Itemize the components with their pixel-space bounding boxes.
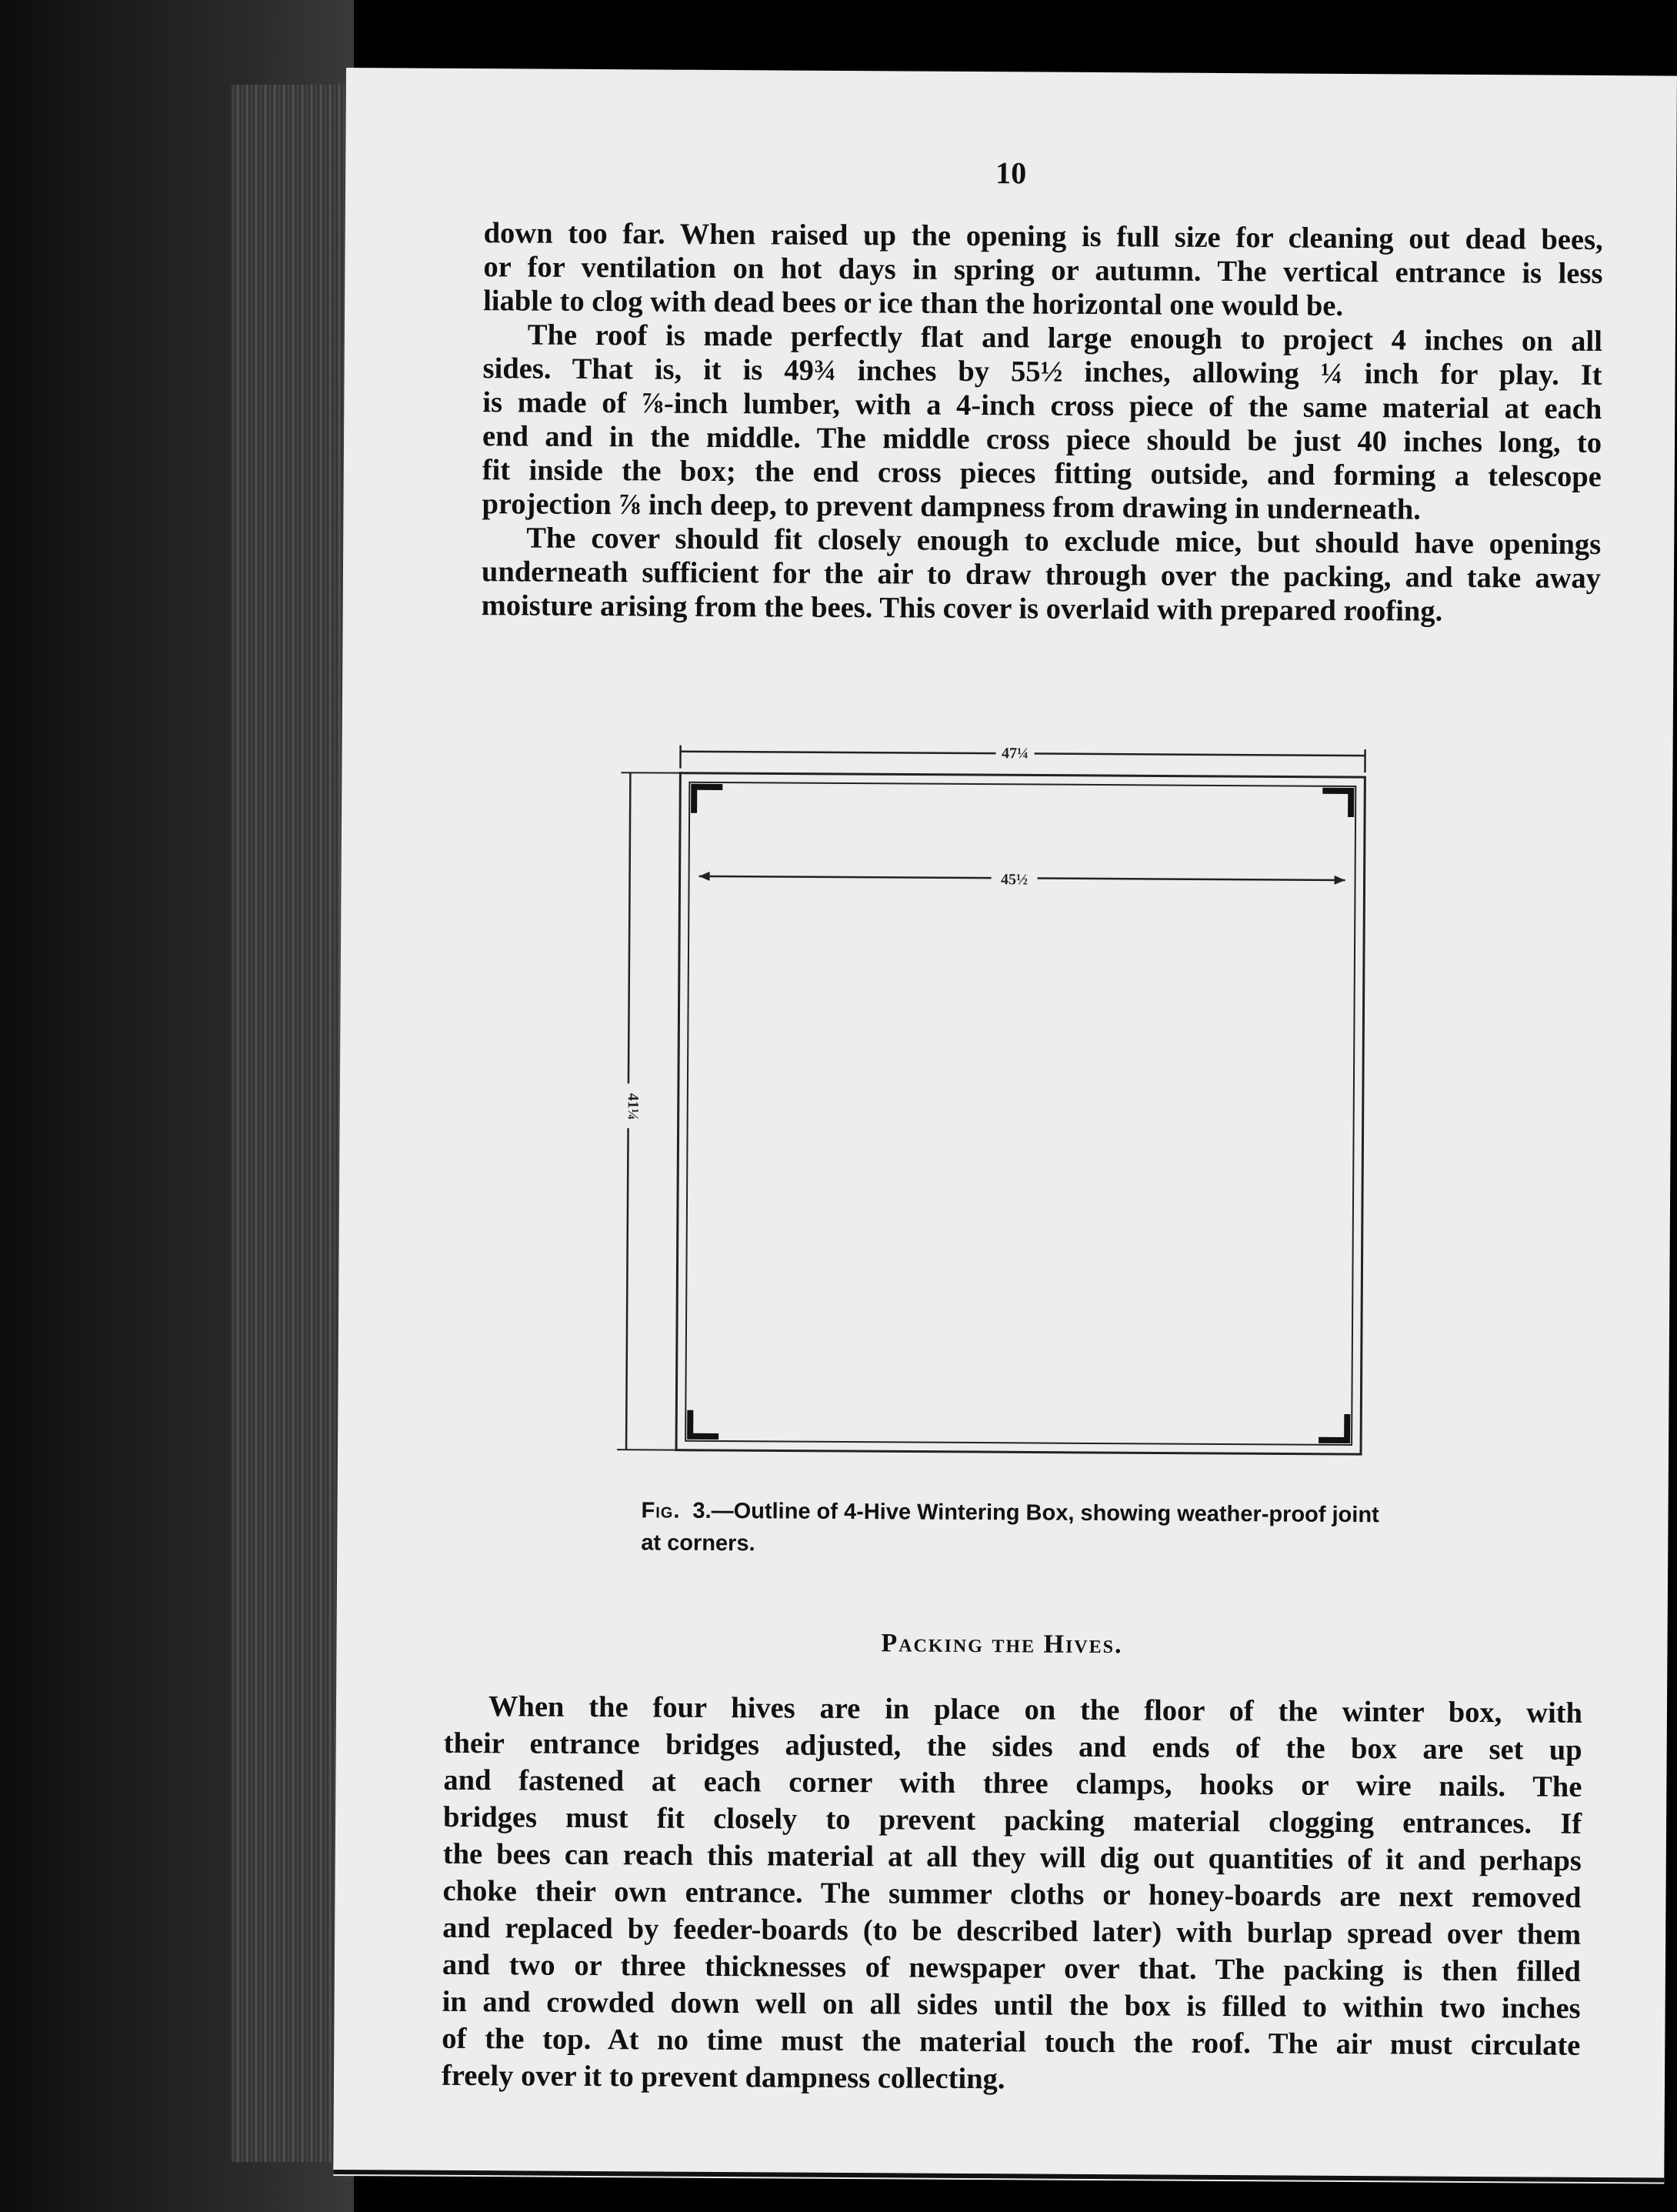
corner-joint-bottom-right [1319, 1414, 1350, 1443]
text-line: projection ⅞ inch deep, to prevent dampness from drawing in underneath. [482, 488, 1421, 526]
caption-text: 3.—Outline of 4-Hive Wintering Box, showing weather-proof joint at corners. [641, 1498, 1379, 1556]
top-dimension-label: 47¼ [1002, 745, 1029, 762]
text-line: in and crowded down well on all sides until the box is filled to within two inches [442, 1985, 1581, 2025]
text-line: or for ventilation on hot days in spring or autumn. The vertical entrance is less [483, 251, 1603, 290]
text-line: The roof is made perfectly flat and large enough to project 4 inches on all [527, 319, 1602, 358]
text-line: When the four hives are in place on the floor of the winter box, with [488, 1690, 1583, 1730]
text-line: choke their own entrance. The summer cloths or honey-boards are next removed [442, 1874, 1582, 1914]
paragraph-packing [442, 1688, 1582, 2101]
book-spine [231, 85, 346, 2162]
corner-joint-top-left [691, 784, 722, 813]
text-line: is made of ⅞-inch lumber, with a 4-inch cross piece of the same material at each [482, 386, 1602, 425]
inner-dim-arrow-left [699, 872, 710, 881]
wintering-box-figure [603, 722, 1415, 1496]
text-line: their entrance bridges adjusted, the sides and ends of the box are set up [443, 1727, 1582, 1767]
inner-dimension-label: 45½ [1001, 871, 1029, 889]
text-line: moisture arising from the bees. This cover is overlaid with prepared roofing. [481, 589, 1443, 628]
page-number: 10 [995, 155, 1027, 191]
text-line: The cover should fit closely enough to exclude mice, but should have openings [526, 522, 1602, 561]
text-line: and two or three thicknesses of newspaper over that. The packing is then filled [442, 1948, 1582, 1988]
text-line: of the top. At no time must the material touch the roof. The air must circulate [442, 2022, 1581, 2062]
text-line: bridges must fit closely to prevent packing material clogging entrances. If [442, 1800, 1582, 1840]
text-line: down too far. When raised up the opening is full size for cleaning out dead bees, [483, 217, 1603, 256]
corner-joint-bottom-left [687, 1410, 718, 1440]
text-line: sides. That is, it is 49¾ inches by 55½ inches, allowing ¼ inch for play. It [482, 352, 1602, 392]
text-line: the bees can reach this material at all they will dig out quantities of it and perhaps [442, 1837, 1582, 1877]
corner-joint-top-right [1322, 788, 1354, 817]
book-page [333, 68, 1677, 2184]
paragraph-entrance [482, 216, 1603, 629]
figure-caption [641, 1494, 1391, 1563]
side-dimension-label: 41¼ [624, 1093, 642, 1120]
text-line: liable to clog with dead bees or ice than the horizontal one would be. [483, 285, 1344, 322]
text-line: freely over it to prevent dampness collecting. [441, 2059, 1005, 2096]
section-heading: Packing the Hives. [881, 1629, 1123, 1660]
page-bottom-edge [333, 2170, 1664, 2183]
inner-dim-arrow-right [1335, 876, 1345, 885]
text-line: end and in the middle. The middle cross piece should be just 40 inches long, to [482, 420, 1602, 459]
text-line: underneath sufficient for the air to draw through over the packing, and take away [481, 556, 1602, 595]
text-line: and replaced by feeder-boards (to be described later) with burlap spread over them [442, 1911, 1582, 1951]
box-outline-diagram [603, 722, 1415, 1496]
text-line: fit inside the box; the end cross pieces fitting outside, and forming a telescope [482, 454, 1602, 493]
caption-label: Fig. [641, 1498, 681, 1523]
text-line: and fastened at each corner with three clamps, hooks or wire nails. The [443, 1763, 1582, 1803]
